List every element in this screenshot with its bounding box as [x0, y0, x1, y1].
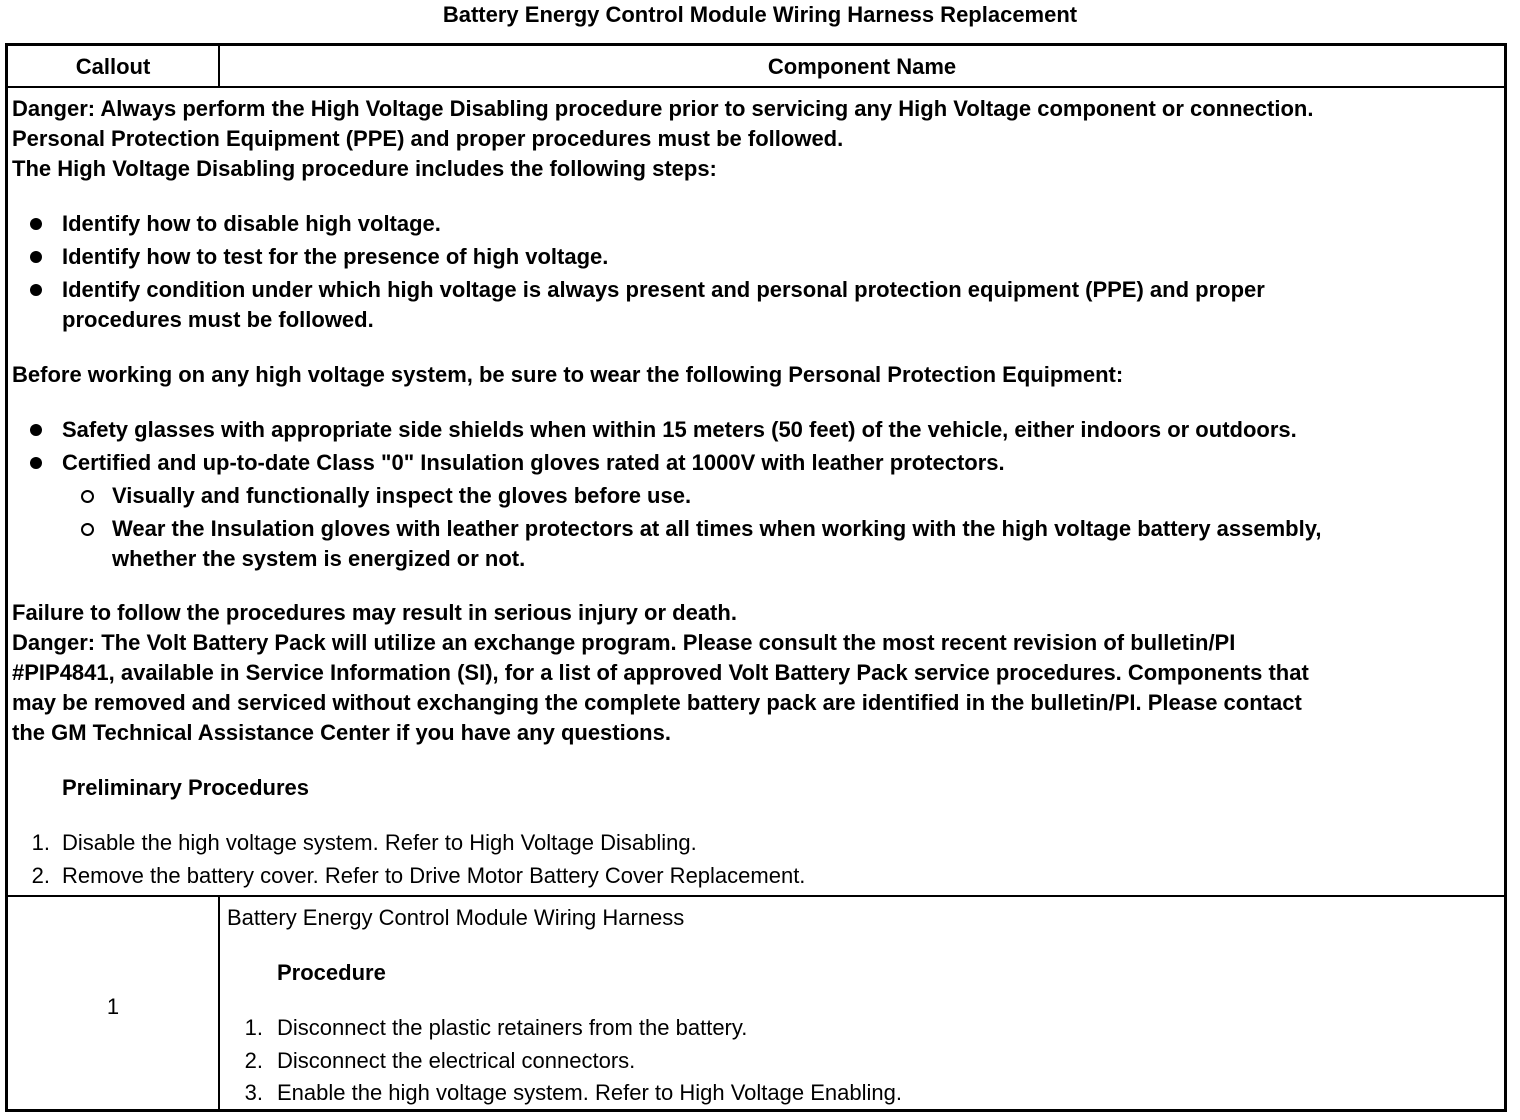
row-divider	[8, 895, 1504, 897]
page-title: Battery Energy Control Module Wiring Harness Replacement	[442, 2, 1078, 27]
step-number: 2.	[31, 863, 50, 888]
sub-bullet-icon	[81, 523, 94, 536]
bullet-icon	[30, 457, 42, 469]
procedure-table	[5, 43, 1507, 1112]
list-item: Safety glasses with appropriate side shields when within 15 meters (50 feet) of the vehicle, either indoors or outdoors.	[62, 417, 1297, 442]
danger-line: Danger: Always perform the High Voltage Disabling procedure prior to servicing any High Voltage component or connection.	[12, 96, 1314, 121]
sub-bullet-icon	[81, 490, 94, 503]
preliminary-step: Remove the battery cover. Refer to Drive Motor Battery Cover Replacement.	[62, 863, 806, 888]
bullet-icon	[30, 251, 42, 263]
danger-line: Personal Protection Equipment (PPE) and proper procedures must be followed.	[12, 126, 844, 151]
list-item-continuation: procedures must be followed.	[62, 307, 374, 332]
callout-header: Callout	[75, 54, 151, 79]
sub-list-item: Visually and functionally inspect the gloves before use.	[112, 483, 692, 508]
procedure-heading: Procedure	[277, 960, 386, 985]
callout-number: 1	[106, 994, 120, 1019]
bullet-icon	[30, 284, 42, 296]
procedure-step: Enable the high voltage system. Refer to High Voltage Enabling.	[277, 1080, 902, 1105]
bullet-icon	[30, 218, 42, 230]
closing-line: the GM Technical Assistance Center if you have any questions.	[12, 720, 671, 745]
closing-line: Failure to follow the procedures may result in serious injury or death.	[12, 600, 737, 625]
list-item: Identify how to test for the presence of high voltage.	[62, 244, 609, 269]
row-column-divider	[218, 897, 220, 1109]
procedure-step: Disconnect the plastic retainers from the battery.	[277, 1015, 748, 1040]
step-number: 2.	[244, 1048, 263, 1073]
closing-line: may be removed and serviced without exchanging the complete battery pack are identified in the bulletin/PI. Please contact	[12, 690, 1302, 715]
danger-line: The High Voltage Disabling procedure includes the following steps:	[12, 156, 717, 181]
sub-list-item: Wear the Insulation gloves with leather protectors at all times when working with the high voltage battery assembly,	[112, 516, 1322, 541]
bullet-icon	[30, 424, 42, 436]
sub-list-item-continuation: whether the system is energized or not.	[112, 546, 526, 571]
preliminary-step: Disable the high voltage system. Refer to High Voltage Disabling.	[62, 830, 697, 855]
step-number: 1.	[31, 830, 50, 855]
step-number: 3.	[244, 1080, 263, 1105]
list-item: Identify condition under which high voltage is always present and personal protection equipment (PPE) and proper	[62, 277, 1265, 302]
header-divider	[8, 86, 1504, 88]
preliminary-heading: Preliminary Procedures	[62, 775, 310, 800]
ppe-intro: Before working on any high voltage system, be sure to wear the following Personal Protection Equipment:	[12, 362, 1124, 387]
procedure-step: Disconnect the electrical connectors.	[277, 1048, 636, 1073]
list-item: Identify how to disable high voltage.	[62, 211, 441, 236]
step-number: 1.	[244, 1015, 263, 1040]
component-name: Battery Energy Control Module Wiring Harness	[227, 905, 685, 930]
component-name-header: Component Name	[767, 54, 957, 79]
closing-line: #PIP4841, available in Service Information (SI), for a list of approved Volt Battery Pack service procedures. Components that	[12, 660, 1309, 685]
closing-line: Danger: The Volt Battery Pack will utilize an exchange program. Please consult the most recent revision of bulletin/PI	[12, 630, 1236, 655]
list-item: Certified and up-to-date Class "0" Insulation gloves rated at 1000V with leather protectors.	[62, 450, 1005, 475]
